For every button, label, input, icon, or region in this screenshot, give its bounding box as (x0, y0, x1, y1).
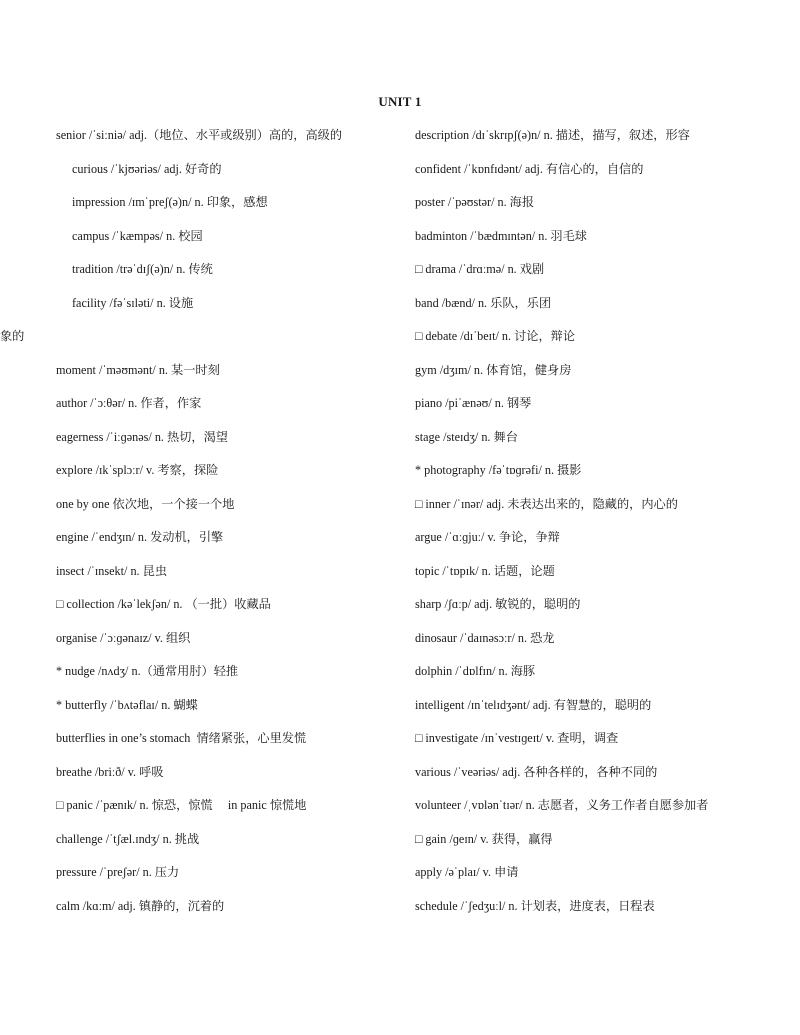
vocab-entry: butterflies in one’s stomach 情绪紧张，心里发慌 (56, 731, 307, 745)
vocab-entry: band /bænd/ n. 乐队，乐团 (415, 296, 552, 310)
vocab-entry: breathe /briːð/ v. 呼吸 (56, 765, 164, 779)
vocab-entry: intelligent /ɪnˈtelɪdʒənt/ adj. 有智慧的，聪明的 (415, 698, 652, 712)
vocab-entry: confident /ˈkɒnfɪdənt/ adj. 有信心的，自信的 (415, 162, 644, 176)
vocab-entry: sharp /ʃɑːp/ adj. 敏锐的，聪明的 (415, 597, 581, 611)
vocab-entry: curious /ˈkjʊəriəs/ adj. 好奇的 (72, 162, 222, 176)
vocab-entry: □ investigate /ɪnˈvestɪɡeɪt/ v. 查明，调查 (415, 731, 619, 745)
vocab-entry: description /dɪˈskrɪpʃ(ə)n/ n. 描述，描写，叙述，形容 (415, 128, 690, 142)
vocab-entry: moment /ˈməʊmənt/ n. 某一时刻 (56, 363, 220, 377)
vocab-entry: volunteer /ˌvɒlənˈtɪər/ n. 志愿者，义务工作者自愿参加者 (415, 798, 709, 812)
vocab-entry: * butterfly /ˈbʌtəflaɪ/ n. 蝴蝶 (56, 698, 198, 712)
vocab-entry: topic /ˈtɒpɪk/ n. 话题，论题 (415, 564, 555, 578)
vocab-entry: badminton /ˈbædmɪntən/ n. 羽毛球 (415, 229, 587, 243)
vocab-entry: tradition /trəˈdɪʃ(ə)n/ n. 传统 (72, 262, 213, 276)
vocab-entry: campus /ˈkæmpəs/ n. 校园 (72, 229, 203, 243)
page-title: UNIT 1 (378, 94, 422, 109)
vocab-entry: apply /əˈplaɪ/ v. 申请 (415, 865, 519, 879)
vocab-entry: dinosaur /ˈdaɪnəsɔːr/ n. 恐龙 (415, 631, 555, 645)
vocab-entry: gym /dʒɪm/ n. 体育馆，健身房 (415, 363, 572, 377)
vocab-entry: explore /ɪkˈsplɔːr/ v. 考察，探险 (56, 463, 219, 477)
vocab-entry: challenge /ˈtʃæl.ɪndʒ/ n. 挑战 (56, 832, 200, 846)
vocab-entry: insect /ˈɪnsekt/ n. 昆虫 (56, 564, 168, 578)
vocab-entry: □ drama /ˈdrɑːmə/ n. 戏剧 (415, 262, 545, 276)
vocab-entry: one by one 依次地，一个接一个地 (56, 497, 235, 511)
vocab-entry: facility /fəˈsɪləti/ n. 设施 (72, 296, 194, 310)
vocab-entry: □ debate /dɪˈbeɪt/ n. 讨论，辩论 (415, 329, 576, 343)
vocab-entry: various /ˈveəriəs/ adj. 各种各样的，各种不同的 (415, 765, 658, 779)
vocab-entry: eagerness /ˈiːɡənəs/ n. 热切，渴望 (56, 430, 228, 444)
vocab-entry: □ collection /kəˈlekʃən/ n. （一批）收藏品 (56, 597, 271, 611)
vocab-entry: author /ˈɔːθər/ n. 作者，作家 (56, 396, 202, 410)
vocab-entry: □ gain /ɡeɪn/ v. 获得，赢得 (415, 832, 553, 846)
vocab-entry: stage /steɪdʒ/ n. 舞台 (415, 430, 518, 444)
vocab-entry: poster /ˈpəʊstər/ n. 海报 (415, 195, 535, 209)
vocab-entry: calm /kɑːm/ adj. 镇静的，沉着的 (56, 899, 225, 913)
vocab-entry: * photography /fəˈtɒɡrəfi/ n. 摄影 (415, 463, 582, 477)
vocab-entry: organise /ˈɔːɡənaɪz/ v. 组织 (56, 631, 191, 645)
wrapped-text-fragment: 象的 (0, 329, 25, 343)
vocab-entry: * nudge /nʌdʒ/ n.（通常用肘）轻推 (56, 664, 239, 678)
vocab-entry: schedule /ˈʃedʒuːl/ n. 计划表，进度表，日程表 (415, 899, 655, 913)
vocab-entry: □ panic /ˈpænɪk/ n. 惊恐，惊慌 in panic 惊慌地 (56, 798, 307, 812)
vocab-entry: impression /ɪmˈpreʃ(ə)n/ n. 印象，感想 (72, 195, 268, 209)
vocab-entry: pressure /ˈpreʃər/ n. 压力 (56, 865, 180, 879)
vocab-entry: argue /ˈɑːɡjuː/ v. 争论，争辩 (415, 530, 560, 544)
vocab-entry: dolphin /ˈdɒlfɪn/ n. 海豚 (415, 664, 536, 678)
vocab-entry: □ inner /ˈɪnər/ adj. 未表达出来的，隐藏的，内心的 (415, 497, 678, 511)
vocab-entry: senior /ˈsiːniə/ adj.（地位、水平或级别）高的，高级的 (56, 128, 343, 142)
vocab-entry: piano /piˈænəʊ/ n. 钢琴 (415, 396, 532, 410)
vocab-entry: engine /ˈendʒɪn/ n. 发动机，引擎 (56, 530, 224, 544)
